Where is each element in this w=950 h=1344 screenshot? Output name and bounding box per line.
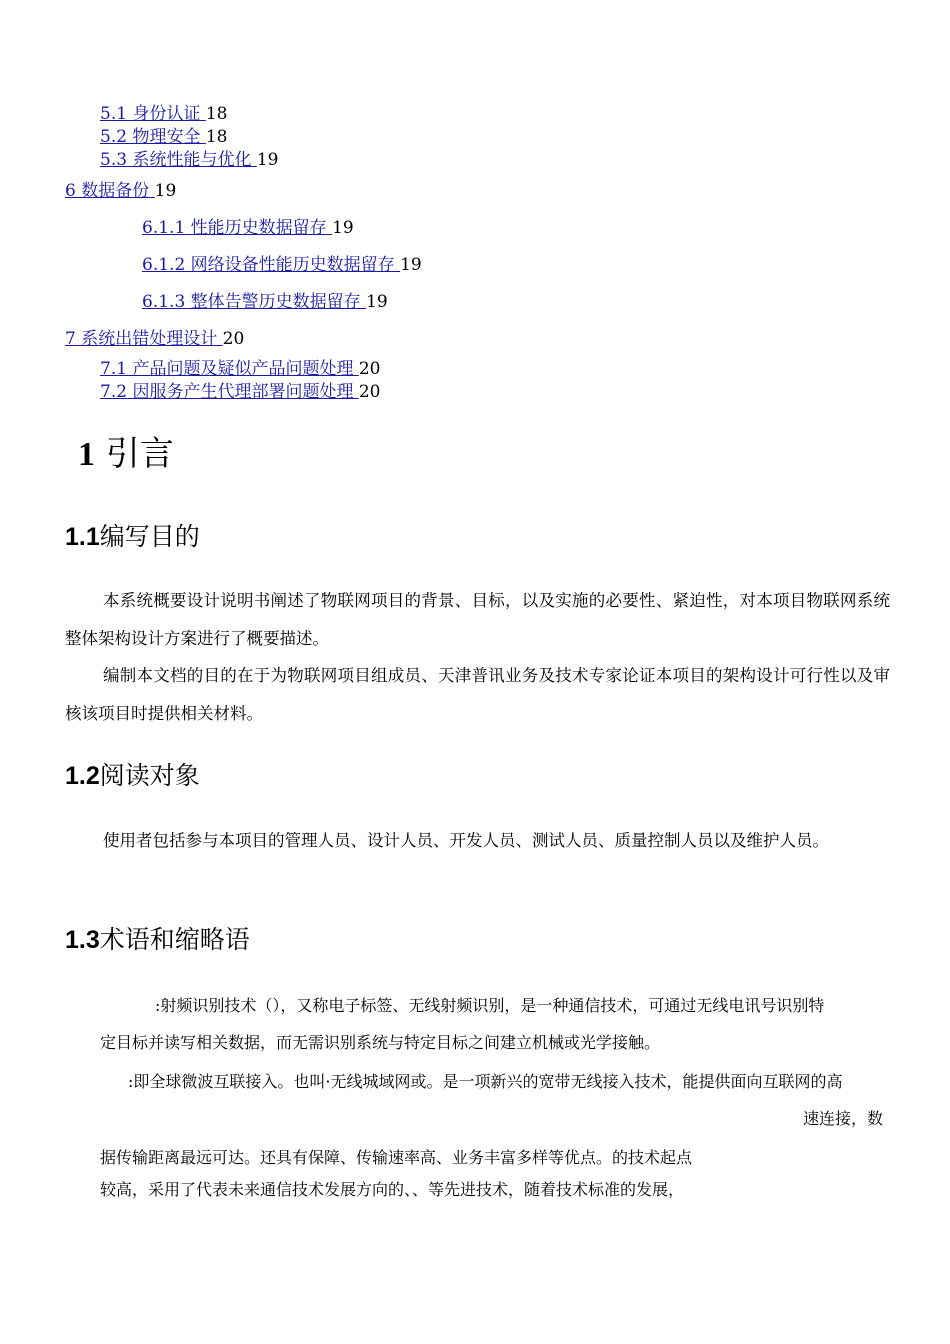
section-heading-1-2 xyxy=(65,760,200,792)
toc-link[interactable]: 5.3 系统性能与优化 xyxy=(100,150,257,170)
toc-link[interactable]: 6.1.1 性能历史数据留存 xyxy=(142,218,333,238)
toc-link[interactable]: 5.2 物理安全 xyxy=(100,127,206,147)
section-number: 1.2 xyxy=(65,762,100,790)
paragraph: 使用者包括参与本项目的管理人员、设计人员、开发人员、测试人员、质量控制人员以及维护人员。 xyxy=(103,831,829,850)
term-line: :即全球微波互联接入。也叫·无线城域网或。是一项新兴的宽带无线接入技术，能提供面向互联网的高 xyxy=(128,1072,843,1091)
toc-link[interactable]: 6.1.3 整体告警历史数据留存 xyxy=(142,292,367,312)
toc-link[interactable]: 7 系统出错处理设计 xyxy=(65,329,223,349)
toc-page-number: 20 xyxy=(358,382,381,402)
section-heading-1-3 xyxy=(65,924,250,956)
chapter-number: 1 xyxy=(78,436,95,473)
term-line: 据传输距离最远可达。还具有保障、传输速率高、业务丰富多样等优点。的技术起点 xyxy=(100,1148,693,1167)
chapter-title: 引言 xyxy=(105,434,174,474)
paragraph: 本系统概要设计说明书阐述了物联网项目的背景、目标，以及实施的必要性、紧迫性，对本项目物联网系统整体架构设计方案进行了概要描述。 xyxy=(65,591,890,648)
toc-page-number: 19 xyxy=(400,255,422,275)
toc-link[interactable]: 6 数据备份 xyxy=(65,181,155,201)
term-line: :射频识别技术（），又称电子标签、无线射频识别，是一种通信技术，可通过无线电讯号识别特 xyxy=(155,996,825,1015)
toc-page-number: 19 xyxy=(256,150,279,170)
section-number: 1.3 xyxy=(65,926,100,954)
toc-page-number: 19 xyxy=(154,181,177,201)
term-line: 定目标并读写相关数据，而无需识别系统与特定目标之间建立机械或光学接触。 xyxy=(100,1033,661,1052)
toc-entry[interactable] xyxy=(142,254,422,276)
section-title: 术语和缩略语 xyxy=(99,925,250,954)
toc-page-number: 19 xyxy=(332,218,354,238)
toc-entry[interactable] xyxy=(100,103,227,125)
toc-entry[interactable] xyxy=(100,126,227,148)
toc-entry[interactable] xyxy=(100,358,380,380)
toc-entry[interactable] xyxy=(65,180,176,202)
toc-link[interactable]: 6.1.2 网络设备性能历史数据留存 xyxy=(142,255,401,275)
toc-link[interactable]: 7.2 因服务产生代理部署问题处理 xyxy=(100,382,359,402)
toc-page-number: 18 xyxy=(205,104,228,124)
term-line: 速连接，数 xyxy=(803,1109,884,1128)
chapter-heading xyxy=(78,432,174,477)
toc-link[interactable]: 5.1 身份认证 xyxy=(100,104,206,124)
toc-page-number: 20 xyxy=(222,329,245,349)
toc-page-number: 19 xyxy=(366,292,388,312)
toc-entry[interactable] xyxy=(100,381,380,403)
toc-entry[interactable] xyxy=(142,217,354,239)
paragraph: 编制本文档的目的在于为物联网项目组成员、天津普讯业务及技术专家论证本项目的架构设计可行性以及审核该项目时提供相关材料。 xyxy=(65,666,890,723)
toc-entry[interactable] xyxy=(65,328,244,350)
toc-page-number: 18 xyxy=(205,127,228,147)
section-title: 阅读对象 xyxy=(99,761,200,790)
section-heading-1-1 xyxy=(65,521,200,553)
toc-entry[interactable] xyxy=(100,149,278,171)
toc-link[interactable]: 7.1 产品问题及疑似产品问题处理 xyxy=(100,359,359,379)
section-title: 编写目的 xyxy=(99,522,200,551)
toc-entry[interactable] xyxy=(142,291,388,313)
toc-page-number: 20 xyxy=(358,359,381,379)
section-number: 1.1 xyxy=(65,523,100,551)
term-line: 较高，采用了代表未来通信技术发展方向的、、等先进技术，随着技术标准的发展， xyxy=(100,1180,685,1199)
